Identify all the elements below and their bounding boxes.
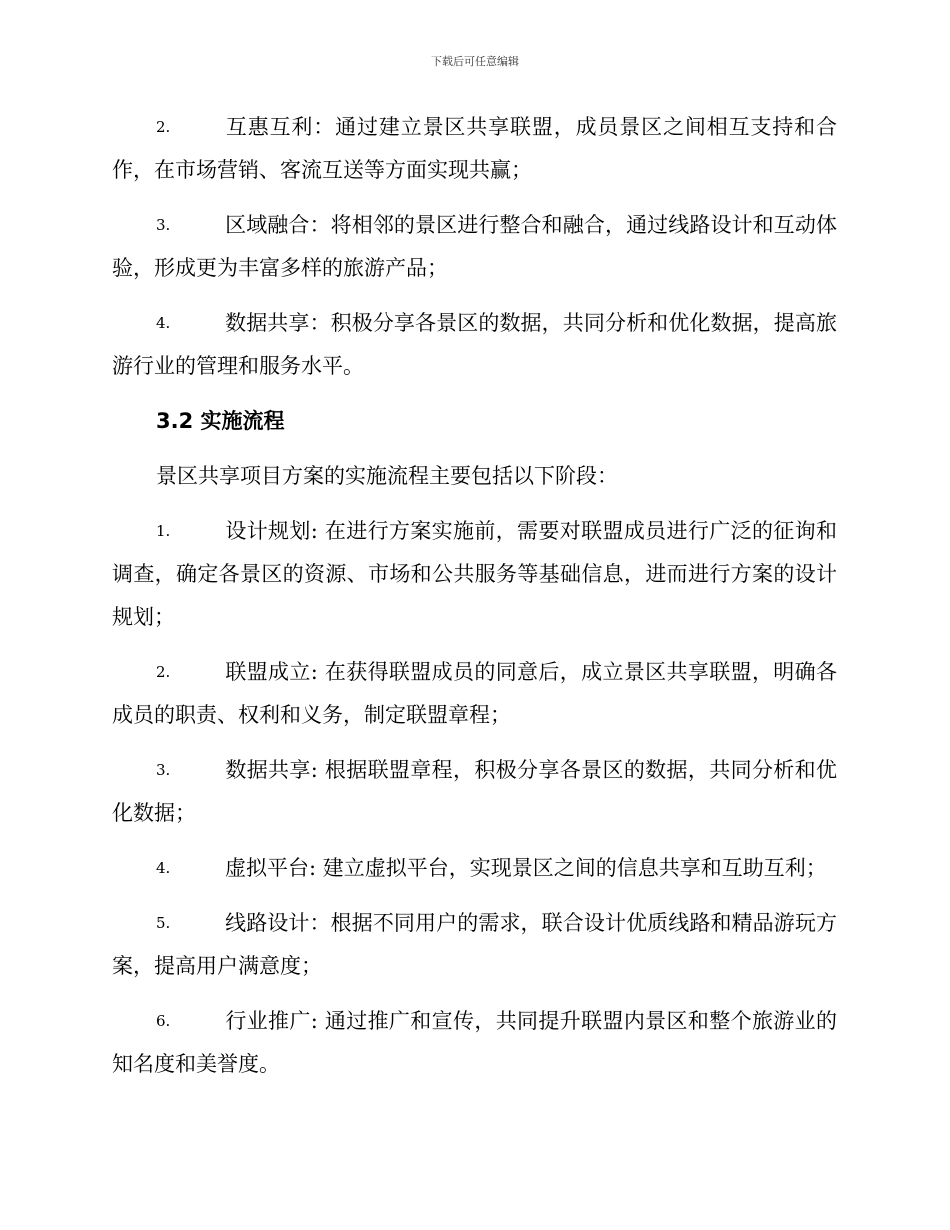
list-item: [112, 651, 837, 737]
list-item-text: 线路设计：根据不同用户的需求，联合设计优质线路和精品游玩方案，提高用户满意度；: [112, 911, 837, 978]
list-item-text: 数据共享：积极分享各景区的数据，共同分析和优化数据，提高旅游行业的管理和服务水平。: [112, 311, 837, 378]
section-heading: 3.2 实施流程: [156, 409, 285, 433]
list-item: [112, 749, 837, 835]
list-item-text: 互惠互利：通过建立景区共享联盟，成员景区之间相互支持和合作，在市场营销、客流互送等方面实现共赢；: [112, 115, 837, 182]
section-intro: 景区共享项目方案的实施流程主要包括以下阶段：: [156, 464, 618, 488]
list-item-text: 行业推广: 通过推广和宣传，共同提升联盟内景区和整个旅游业的知名度和美誉度。: [112, 1009, 837, 1076]
list-item-text: 数据共享: 根据联盟章程，积极分享各景区的数据，共同分析和优化数据；: [112, 758, 837, 825]
list-item-number: 2.: [156, 118, 171, 136]
list-item: [112, 902, 837, 988]
list-item-number: 4.: [156, 314, 171, 332]
list-item-number: 4.: [156, 859, 171, 877]
list-item-number: 5.: [156, 914, 171, 932]
document-body: [112, 106, 837, 1098]
list-item-text: 联盟成立: 在获得联盟成员的同意后，成立景区共享联盟，明确各成员的职责、权利和义务，制定联盟章程；: [112, 660, 837, 727]
list-item: [112, 204, 837, 290]
list-item: [112, 302, 837, 388]
list-item-number: 1.: [156, 522, 171, 540]
list-item-number: 3.: [156, 761, 171, 779]
list-item-text: 设计规划: 在进行方案实施前，需要对联盟成员进行广泛的征询和调查，确定各景区的资源、市场和公共服务等基础信息，进而进行方案的设计规划；: [112, 519, 837, 629]
list-item-number: 2.: [156, 663, 171, 681]
list-item: [112, 106, 837, 192]
list-item: [112, 847, 837, 890]
list-item-number: 3.: [156, 216, 171, 234]
list-item-number: 6.: [156, 1012, 171, 1030]
list-item-text: 区域融合：将相邻的景区进行整合和融合，通过线路设计和互动体验，形成更为丰富多样的旅游产品；: [112, 213, 837, 280]
page-header: 下载后可任意编辑: [431, 55, 519, 68]
list-item: [112, 510, 837, 639]
list-item-text: 虚拟平台: 建立虚拟平台，实现景区之间的信息共享和互助互利；: [225, 856, 827, 880]
list-item: [112, 1000, 837, 1086]
